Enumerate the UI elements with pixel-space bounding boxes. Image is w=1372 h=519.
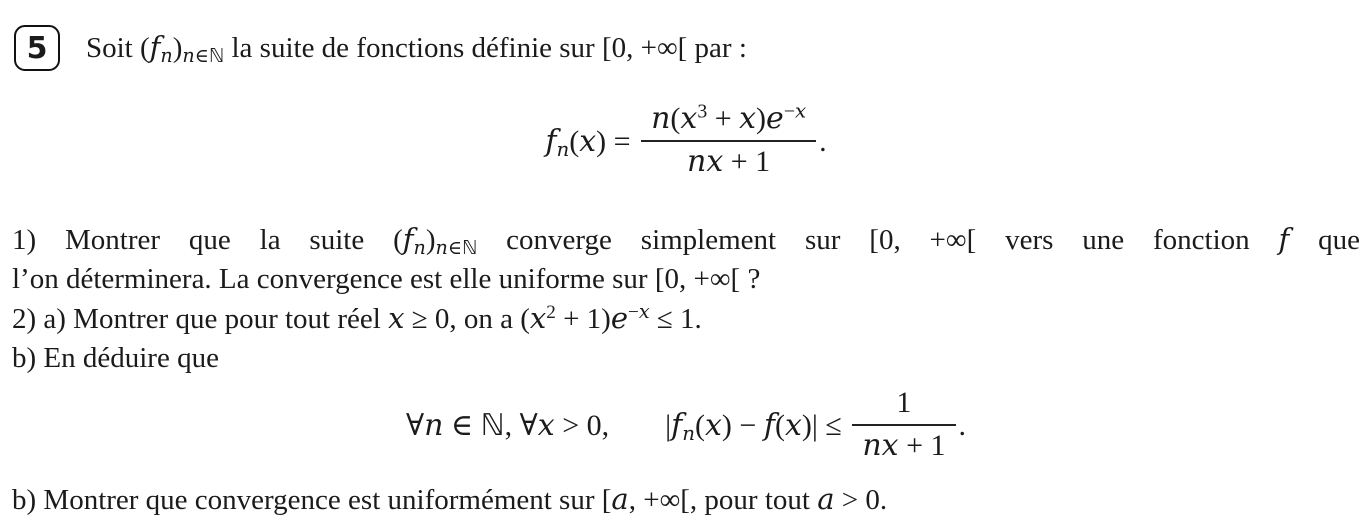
text-run: 2	[546, 302, 556, 324]
text-run: |	[665, 408, 672, 442]
text-run: −	[783, 100, 795, 123]
fraction	[641, 99, 816, 183]
text-run: ℕ	[480, 407, 505, 443]
exercise-number: 5	[26, 30, 48, 66]
text-run: [0, +∞[	[601, 32, 688, 64]
text-run: f	[1278, 222, 1290, 256]
text-run: f	[149, 30, 161, 64]
text-run: .	[958, 408, 967, 442]
text-run: x	[739, 101, 757, 136]
intro-text	[86, 28, 747, 68]
text-run: )	[425, 224, 436, 256]
text-run: [0, +∞[	[654, 263, 741, 295]
text-run: converge simplement sur	[477, 224, 870, 256]
text-run: ∀	[405, 408, 425, 442]
text-run: −	[628, 302, 639, 324]
text-run: n	[182, 44, 195, 68]
text-run: n	[651, 101, 671, 136]
text-run: > 0,	[554, 408, 610, 442]
exercise-number-box	[14, 25, 60, 71]
text-run: x	[529, 301, 547, 335]
text-run: ∈	[194, 46, 209, 68]
text-run: que	[1289, 224, 1360, 256]
text-run: n	[682, 422, 695, 446]
text-run: 1	[896, 386, 912, 419]
text-run: a	[611, 482, 629, 516]
text-run: x	[784, 407, 802, 443]
text-run: n	[556, 138, 570, 162]
text-run: e	[610, 301, 629, 335]
text-run: , +∞[	[628, 484, 690, 516]
text-run: n	[160, 44, 173, 68]
text-run: x	[881, 428, 899, 463]
text-run: ≤ 1.	[649, 303, 702, 335]
text-run: x	[680, 101, 698, 136]
text-run: 2) a) Montrer que pour tout réel	[12, 303, 389, 335]
fraction	[852, 383, 955, 467]
text-run: )	[172, 32, 183, 64]
fraction-numerator	[641, 99, 816, 140]
text-run: f	[763, 407, 775, 443]
fraction-denominator	[641, 140, 816, 183]
formula-uniform-bound	[12, 386, 1360, 470]
question-2a-line	[12, 299, 1360, 339]
text-run: .	[819, 124, 827, 158]
text-run: n	[862, 428, 882, 463]
text-run: Soit	[86, 32, 140, 64]
text-run: x	[706, 144, 724, 179]
text-run: )	[756, 102, 767, 135]
text-run: (	[140, 32, 150, 64]
text-run: ∈	[447, 238, 462, 260]
text-run: f	[545, 123, 557, 159]
text-run: n	[435, 236, 448, 260]
text-run: ) =	[596, 124, 639, 158]
text-run: ℕ	[208, 44, 225, 68]
questions-paragraph	[12, 220, 1360, 378]
text-run: −	[731, 408, 764, 442]
question-2b-line	[12, 339, 1360, 378]
text-run: (	[569, 124, 580, 158]
text-run: +	[707, 102, 740, 135]
text-run: b) En déduire que	[12, 342, 219, 374]
question-1-line-1	[12, 220, 1360, 260]
text-run: (	[393, 224, 403, 256]
formula-fn-definition	[12, 99, 1360, 186]
text-run: , pour tout	[689, 484, 818, 516]
text-run: + 1	[723, 145, 771, 178]
text-run: x	[794, 99, 807, 123]
text-run: l’on déterminera. La convergence est elle uniforme sur	[12, 263, 655, 295]
text-run: (	[670, 102, 681, 135]
text-run: b) Montrer que convergence est uniformément sur	[12, 484, 602, 516]
question-1-line-2	[12, 260, 1360, 299]
fraction-denominator	[852, 424, 955, 467]
text-run: ?	[740, 263, 761, 295]
text-run: ∀	[519, 408, 538, 442]
text-run: 3	[697, 100, 708, 123]
text-run: ∈	[443, 408, 481, 442]
text-run: x	[705, 407, 722, 443]
text-run: n	[687, 144, 707, 179]
text-run: f	[671, 407, 683, 443]
text-run: + 1)	[555, 303, 611, 335]
text-run: x	[638, 300, 650, 324]
text-run: x	[388, 301, 405, 335]
text-run: (	[774, 408, 785, 442]
text-run: n	[424, 407, 444, 443]
exercise-header	[14, 24, 1360, 72]
text-run: e	[766, 101, 784, 136]
text-run: la suite de fonctions définie sur	[224, 32, 602, 64]
text-run: vers une fonction	[976, 224, 1279, 256]
text-run: f	[402, 222, 414, 256]
text-run: )| ≤	[801, 408, 850, 442]
text-run: > 0.	[834, 484, 888, 516]
text-run: par :	[687, 32, 747, 64]
text-run: [0, +∞[	[869, 224, 977, 256]
text-run: )	[721, 408, 732, 442]
text-run: (	[520, 303, 530, 335]
text-run: (	[695, 408, 705, 442]
text-run: x	[537, 407, 555, 443]
text-run: 1) Montrer que la suite	[12, 224, 394, 256]
question-2b-uniform-line	[12, 480, 1360, 519]
text-run: ,	[504, 408, 520, 442]
text-run: + 1	[898, 429, 946, 462]
text-run: ℕ	[461, 236, 478, 260]
text-run: [	[601, 484, 612, 516]
fraction-numerator	[852, 383, 955, 424]
text-run: n	[413, 236, 426, 260]
text-run: x	[579, 123, 597, 159]
text-run: a	[817, 482, 835, 516]
text-run: ≥ 0, on a	[404, 303, 521, 335]
